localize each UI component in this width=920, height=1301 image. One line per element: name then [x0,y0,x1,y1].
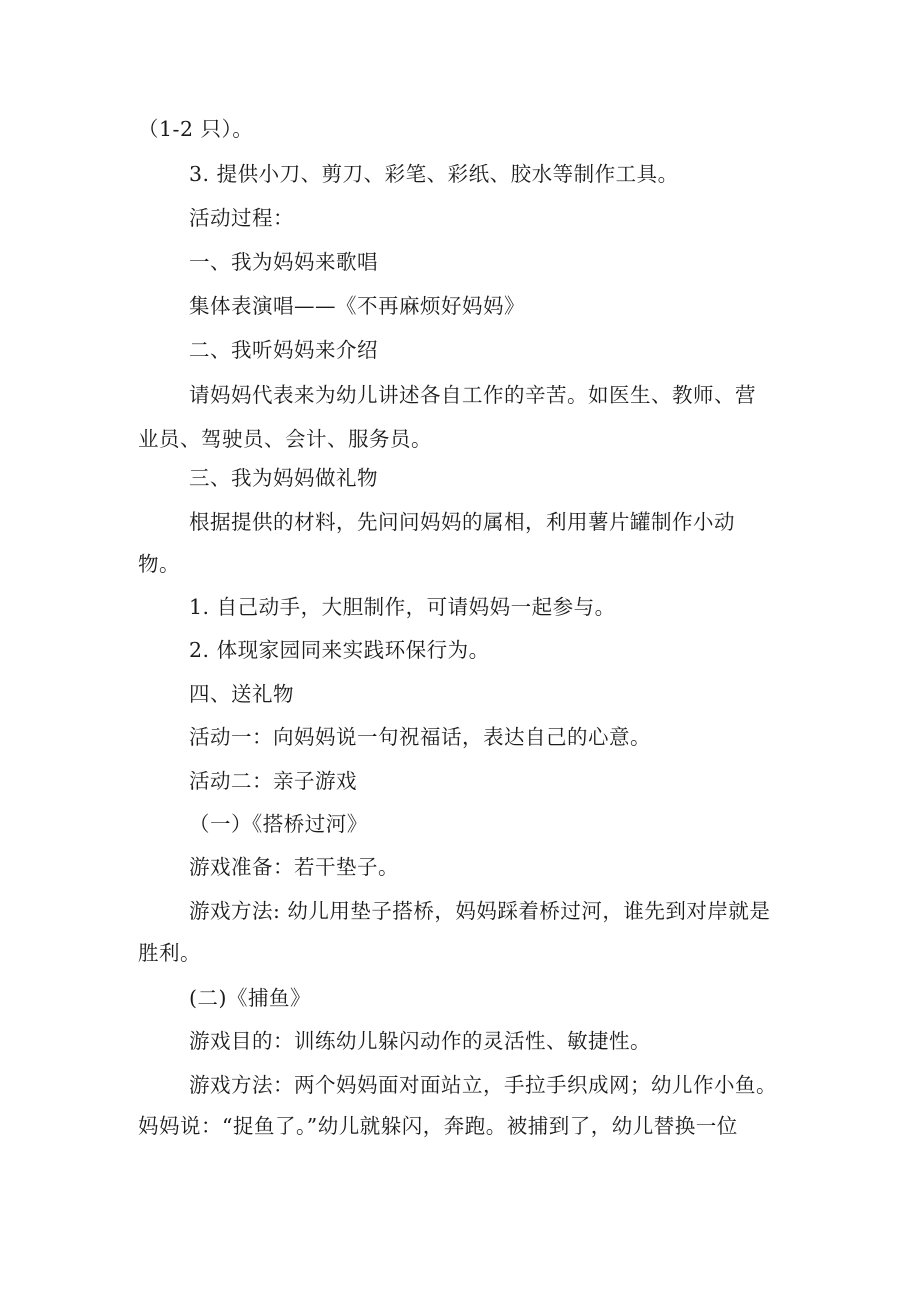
text-line: （1-2 只）。 [138,117,254,141]
text-line: 业员、驾驶员、会计、服务员。 [138,427,432,451]
text-line: 根据提供的材料，先问问妈妈的属相，利用薯片罐制作小动 [189,510,735,534]
text-line: 游戏目的：训练幼儿躲闪动作的灵活性、敏捷性。 [189,1029,651,1053]
text-line: 3. 提供小刀、剪刀、彩笔、彩纸、胶水等制作工具。 [189,162,679,186]
text-line: 集体表演唱——《不再麻烦好妈妈》 [189,294,525,318]
text-line: 活动二：亲子游戏 [189,769,357,793]
text-line: 活动一：向妈妈说一句祝福话，表达自己的心意。 [189,725,651,749]
section-heading: 三、我为妈妈做礼物 [189,466,378,490]
text-line: 妈妈说：“捉鱼了。”幼儿就躲闪，奔跑。被捕到了，幼儿替换一位 [138,1114,738,1138]
section-heading: 一、我为妈妈来歌唱 [189,250,378,274]
text-line: 游戏方法: 幼儿用垫子搭桥，妈妈踩着桥过河，谁先到对岸就是 [189,899,771,923]
text-line: 请妈妈代表来为幼儿讲述各自工作的辛苦。如医生、教师、营 [189,383,756,407]
subsection-heading: (二)《捕鱼》 [189,986,311,1010]
text-line: 物。 [138,552,180,576]
section-heading: 四、送礼物 [189,682,294,706]
text-line: 活动过程： [189,206,294,230]
text-line: 1. 自己动手，大胆制作，可请妈妈一起参与。 [189,595,616,619]
subsection-heading: （一）《搭桥过河》 [189,812,368,836]
section-heading: 二、我听妈妈来介绍 [189,338,378,362]
text-line: 胜利。 [138,941,201,965]
text-line: 游戏准备：若干垫子。 [189,855,399,879]
text-line: 2. 体现家园同来实践环保行为。 [189,638,490,662]
text-line: 游戏方法：两个妈妈面对面站立，手拉手织成网；幼儿作小鱼。 [189,1073,777,1097]
